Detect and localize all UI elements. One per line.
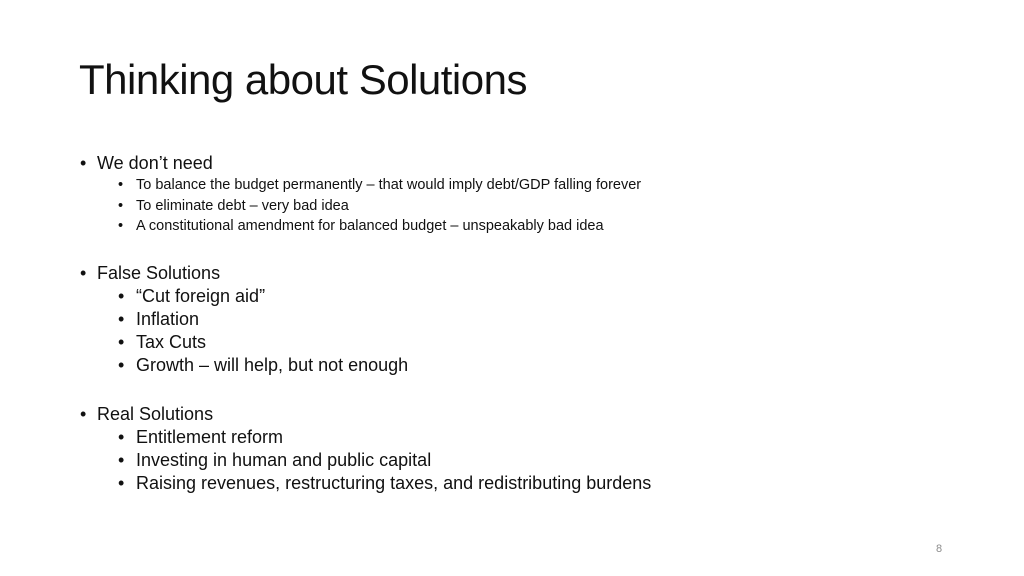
slide-title: Thinking about Solutions (79, 56, 527, 103)
sub-bullet-item (118, 426, 960, 449)
bullet-icon: • (118, 218, 124, 234)
bullet-icon: • (118, 308, 125, 329)
bullet-group-we-dont-need (80, 151, 960, 237)
sub-bullet-text: Tax Cuts (136, 332, 207, 353)
bullet-icon: • (80, 403, 87, 424)
sub-bullet-text: To eliminate debt – very bad idea (136, 197, 349, 214)
sub-bullet-item (118, 308, 960, 331)
bullet-text: We don’t need (97, 153, 213, 173)
sub-bullet-text: Investing in human and public capital (136, 449, 432, 470)
bullet-icon: • (118, 426, 125, 447)
page-number: 8 (936, 543, 943, 555)
sub-bullet-item (118, 175, 960, 196)
bullet-icon: • (80, 262, 87, 283)
bullet-item (80, 261, 960, 285)
bullet-text: Real Solutions (97, 403, 214, 424)
bullet-group-real-solutions (80, 402, 960, 496)
bullet-icon: • (118, 473, 125, 494)
bullet-icon: • (118, 197, 124, 214)
sub-bullet-item (118, 285, 960, 308)
sub-list (118, 175, 960, 237)
slide-content (80, 151, 960, 520)
sub-bullet-text: “Cut foreign aid” (136, 285, 266, 306)
sub-bullet-text: Entitlement reform (136, 426, 284, 447)
bullet-icon: • (118, 285, 125, 306)
sub-bullet-text: Growth – will help, but not enough (136, 355, 409, 376)
sub-bullet-text: Inflation (136, 308, 200, 329)
bullet-icon: • (118, 355, 125, 376)
sub-bullet-text: To balance the budget permanently – that would imply debt/GDP falling forever (136, 177, 642, 193)
sub-list (118, 285, 960, 378)
bullet-icon: • (80, 153, 87, 173)
bullet-text: False Solutions (97, 262, 221, 283)
bullet-group-false-solutions (80, 261, 960, 378)
bullet-icon: • (118, 332, 125, 353)
bullet-icon: • (118, 449, 125, 470)
bullet-item (80, 151, 960, 175)
bullet-item (80, 402, 960, 426)
sub-bullet-text: Raising revenues, restructuring taxes, and redistributing burdens (136, 473, 652, 494)
sub-bullet-item (118, 472, 960, 495)
sub-bullet-item (118, 449, 960, 472)
sub-bullet-item (118, 216, 960, 237)
sub-bullet-text: A constitutional amendment for balanced budget – unspeakably bad idea (136, 218, 604, 234)
bullet-icon: • (118, 177, 124, 193)
sub-bullet-item (118, 331, 960, 354)
sub-bullet-item (118, 196, 960, 217)
sub-list (118, 426, 960, 496)
sub-bullet-item (118, 354, 960, 377)
